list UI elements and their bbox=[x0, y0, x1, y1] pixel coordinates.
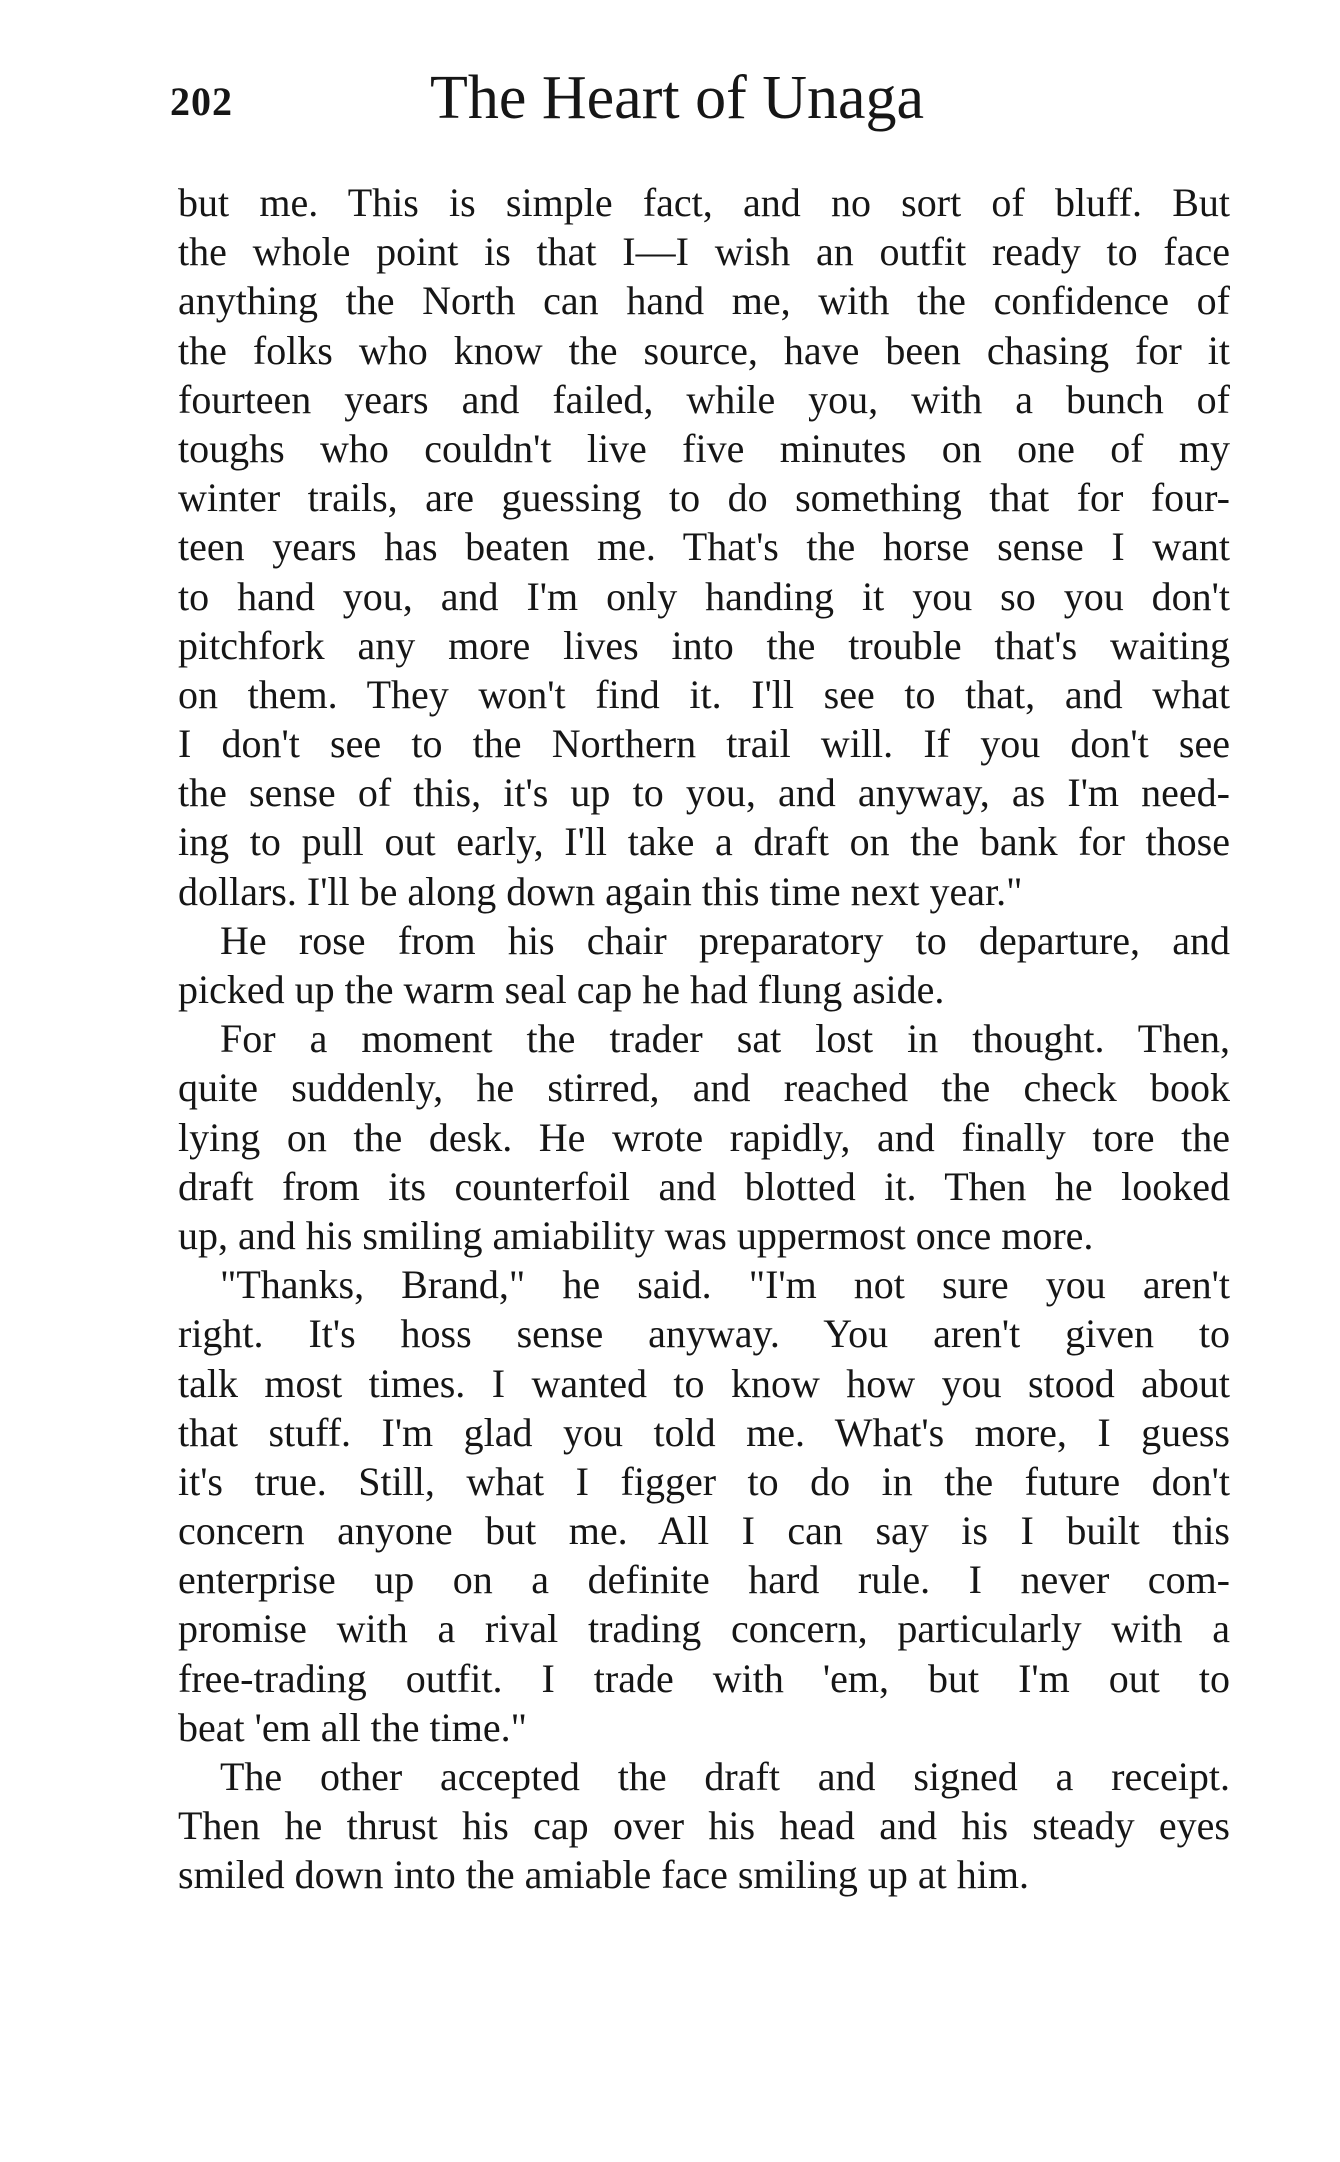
text-line: concern anyone but me. All I can say is I built this bbox=[178, 1508, 1230, 1554]
text-line: He rose from his chair preparatory to departure, and bbox=[220, 917, 1230, 963]
paragraph bbox=[178, 1260, 1230, 1752]
body-text bbox=[178, 178, 1230, 1900]
text-line: "Thanks, Brand," he said. "I'm not sure you aren't bbox=[220, 1262, 1230, 1308]
text-line: quite suddenly, he stirred, and reached the check book bbox=[178, 1065, 1230, 1111]
text-line: up, and his smiling amiability was uppermost once more. bbox=[178, 1212, 1094, 1258]
text-line: winter trails, are guessing to do something that for four- bbox=[178, 475, 1230, 521]
text-line: anything the North can hand me, with the confidence of bbox=[178, 278, 1230, 324]
text-line: the whole point is that I—I wish an outfit ready to face bbox=[178, 229, 1230, 275]
page-header bbox=[170, 58, 1240, 138]
text-line: the folks who know the source, have been chasing for it bbox=[178, 327, 1230, 373]
text-line: pitchfork any more lives into the trouble that's waiting bbox=[178, 622, 1230, 668]
text-line: promise with a rival trading concern, particularly with a bbox=[178, 1606, 1230, 1652]
text-line: enterprise up on a definite hard rule. I never com- bbox=[178, 1557, 1230, 1603]
text-line: but me. This is simple fact, and no sort of bluff. But bbox=[178, 180, 1230, 225]
paragraph bbox=[178, 916, 1230, 1014]
text-line: ing to pull out early, I'll take a draft on the bank for those bbox=[178, 819, 1230, 865]
text-line: toughs who couldn't live five minutes on one of my bbox=[178, 425, 1230, 471]
text-line: to hand you, and I'm only handing it you so you don't bbox=[178, 573, 1230, 619]
text-line: The other accepted the draft and signed a receipt. bbox=[220, 1754, 1230, 1799]
text-line: Then he thrust his cap over his head and his steady eyes bbox=[178, 1803, 1230, 1849]
text-line: talk most times. I wanted to know how you stood about bbox=[178, 1360, 1230, 1406]
text-line: right. It's hoss sense anyway. You aren't given to bbox=[178, 1311, 1230, 1357]
text-line: on them. They won't find it. I'll see to that, and what bbox=[178, 671, 1230, 717]
text-line: free-trading outfit. I trade with 'em, but I'm out to bbox=[178, 1655, 1230, 1701]
paragraph bbox=[178, 1014, 1230, 1260]
text-line: I don't see to the Northern trail will. If you don't see bbox=[178, 721, 1230, 767]
text-line: it's true. Still, what I figger to do in the future don't bbox=[178, 1458, 1230, 1504]
text-line: draft from its counterfoil and blotted it. Then he looked bbox=[178, 1163, 1230, 1209]
text-line: lying on the desk. He wrote rapidly, and finally tore the bbox=[178, 1114, 1230, 1160]
text-line: For a moment the trader sat lost in thought. Then, bbox=[220, 1016, 1230, 1062]
running-title: The Heart of Unaga bbox=[430, 64, 925, 132]
text-line: dollars. I'll be along down again this time next year." bbox=[178, 868, 1023, 914]
text-line: picked up the warm seal cap he had flung aside. bbox=[178, 967, 945, 1012]
paragraph bbox=[178, 178, 1230, 916]
text-line: teen years has beaten me. That's the horse sense I want bbox=[178, 524, 1230, 570]
paragraph bbox=[178, 1752, 1230, 1900]
text-line: the sense of this, it's up to you, and anyway, as I'm need- bbox=[178, 770, 1230, 816]
text-line: smiled down into the amiable face smiling up at him. bbox=[178, 1852, 1029, 1898]
text-line: that stuff. I'm glad you told me. What's more, I guess bbox=[178, 1409, 1230, 1455]
page-number: 202 bbox=[170, 79, 233, 124]
text-line: fourteen years and failed, while you, with a bunch of bbox=[178, 376, 1230, 422]
text-line: beat 'em all the time." bbox=[178, 1704, 527, 1750]
